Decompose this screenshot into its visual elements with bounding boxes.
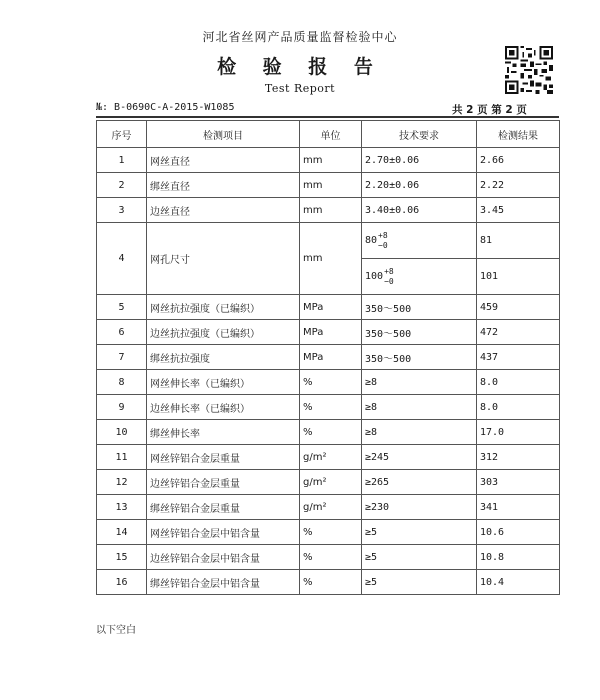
organization-name: 河北省丝网产品质量监督检验中心: [202, 30, 398, 44]
report-subtitle: Test Report: [264, 82, 336, 95]
result: 81: [477, 223, 560, 259]
result: 472: [477, 320, 560, 345]
unit: MPa: [300, 345, 362, 370]
table-header-row: [97, 121, 560, 148]
nominal-value: 80: [365, 235, 378, 246]
requirement: 350～500: [362, 345, 477, 370]
unit: %: [300, 545, 362, 570]
result: 437: [477, 345, 560, 370]
unit: mm: [300, 148, 362, 173]
test-item: 边丝锌铝合金层中铝含量: [147, 545, 300, 570]
result: 17.0: [477, 420, 560, 445]
row-number: 6: [97, 320, 147, 345]
unit: g/m²: [300, 495, 362, 520]
nominal-value: 100: [365, 271, 384, 282]
tolerance-value: [365, 267, 394, 287]
unit: g/m²: [300, 445, 362, 470]
unit: %: [300, 420, 362, 445]
row-number: 5: [97, 295, 147, 320]
table-row: [97, 420, 560, 445]
requirement: ≥5: [362, 545, 477, 570]
row-number: 7: [97, 345, 147, 370]
table-row: [97, 198, 560, 223]
lower-tolerance: −0: [378, 240, 388, 250]
page-info: 共 2 页 第 2 页: [452, 104, 527, 116]
test-item: 网丝直径: [147, 148, 300, 173]
upper-tolerance: +8: [378, 230, 388, 240]
result: 341: [477, 495, 560, 520]
table-row: [97, 445, 560, 470]
test-item: 网丝抗拉强度（已编织）: [147, 295, 300, 320]
requirement: ≥5: [362, 570, 477, 595]
test-item: 网孔尺寸: [147, 223, 300, 295]
requirement: 2.20±0.06: [362, 173, 477, 198]
row-number: 9: [97, 395, 147, 420]
row-number: 16: [97, 570, 147, 595]
result: 8.0: [477, 395, 560, 420]
table-row: [97, 370, 560, 395]
requirement: ≥265: [362, 470, 477, 495]
requirement: ≥230: [362, 495, 477, 520]
test-item: 绑丝抗拉强度: [147, 345, 300, 370]
unit: mm: [300, 223, 362, 295]
test-item: 边丝直径: [147, 198, 300, 223]
requirement: ≥8: [362, 395, 477, 420]
requirement: [362, 259, 477, 295]
requirement: 350～500: [362, 320, 477, 345]
test-item: 网丝伸长率（已编织）: [147, 370, 300, 395]
report-number: №: B-0690C-A-2015-W1085: [96, 102, 235, 113]
test-item: 边丝伸长率（已编织）: [147, 395, 300, 420]
result: 8.0: [477, 370, 560, 395]
row-number: 11: [97, 445, 147, 470]
test-item: 绑丝锌铝合金层重量: [147, 495, 300, 520]
row-number: 12: [97, 470, 147, 495]
requirement: ≥5: [362, 520, 477, 545]
requirement: 350～500: [362, 295, 477, 320]
row-number: 10: [97, 420, 147, 445]
row-number: 4: [97, 223, 147, 295]
tolerance-stack: [378, 231, 388, 251]
tolerance-value: [365, 231, 388, 251]
unit: %: [300, 395, 362, 420]
unit: mm: [300, 198, 362, 223]
unit: MPa: [300, 320, 362, 345]
unit: g/m²: [300, 470, 362, 495]
result: 3.45: [477, 198, 560, 223]
table-row: [97, 223, 560, 259]
table-row: [97, 545, 560, 570]
test-item: 边丝抗拉强度（已编织）: [147, 320, 300, 345]
table-row: [97, 495, 560, 520]
result: 459: [477, 295, 560, 320]
requirement: 2.70±0.06: [362, 148, 477, 173]
blank-below-note: 以下空白: [96, 625, 136, 636]
result: 2.66: [477, 148, 560, 173]
test-item: 边丝锌铝合金层重量: [147, 470, 300, 495]
report-title: 检 验 报 告: [217, 56, 383, 78]
upper-tolerance: +8: [384, 266, 394, 276]
result: 10.4: [477, 570, 560, 595]
unit: mm: [300, 173, 362, 198]
unit: %: [300, 520, 362, 545]
result: 312: [477, 445, 560, 470]
row-number: 14: [97, 520, 147, 545]
row-number: 2: [97, 173, 147, 198]
column-header-item: 检测项目: [147, 121, 300, 148]
column-header-unit: 单位: [300, 121, 362, 148]
unit: MPa: [300, 295, 362, 320]
test-item: 网丝锌铝合金层中铝含量: [147, 520, 300, 545]
result: 2.22: [477, 173, 560, 198]
table-row: [97, 520, 560, 545]
result: 303: [477, 470, 560, 495]
requirement: [362, 223, 477, 259]
tolerance-stack: [384, 267, 394, 287]
table-row: [97, 320, 560, 345]
result: 10.8: [477, 545, 560, 570]
table-row: [97, 570, 560, 595]
unit: %: [300, 570, 362, 595]
table-row: [97, 345, 560, 370]
test-item: 绑丝直径: [147, 173, 300, 198]
lower-tolerance: −0: [384, 276, 394, 286]
requirement: ≥245: [362, 445, 477, 470]
unit: %: [300, 370, 362, 395]
result: 10.6: [477, 520, 560, 545]
table-row: [97, 148, 560, 173]
requirement: ≥8: [362, 420, 477, 445]
test-results-table: [96, 120, 560, 595]
row-number: 8: [97, 370, 147, 395]
requirement: ≥8: [362, 370, 477, 395]
qr-code-icon: [505, 46, 553, 94]
test-item: 绑丝伸长率: [147, 420, 300, 445]
table-row: [97, 173, 560, 198]
test-item: 绑丝锌铝合金层中铝含量: [147, 570, 300, 595]
requirement: 3.40±0.06: [362, 198, 477, 223]
column-header-result: 检测结果: [477, 121, 560, 148]
column-header-requirement: 技术要求: [362, 121, 477, 148]
column-header-no: 序号: [97, 121, 147, 148]
result: 101: [477, 259, 560, 295]
header-divider: [96, 116, 559, 118]
row-number: 1: [97, 148, 147, 173]
test-item: 网丝锌铝合金层重量: [147, 445, 300, 470]
row-number: 13: [97, 495, 147, 520]
row-number: 15: [97, 545, 147, 570]
table-row: [97, 395, 560, 420]
row-number: 3: [97, 198, 147, 223]
table-row: [97, 470, 560, 495]
table-row: [97, 295, 560, 320]
